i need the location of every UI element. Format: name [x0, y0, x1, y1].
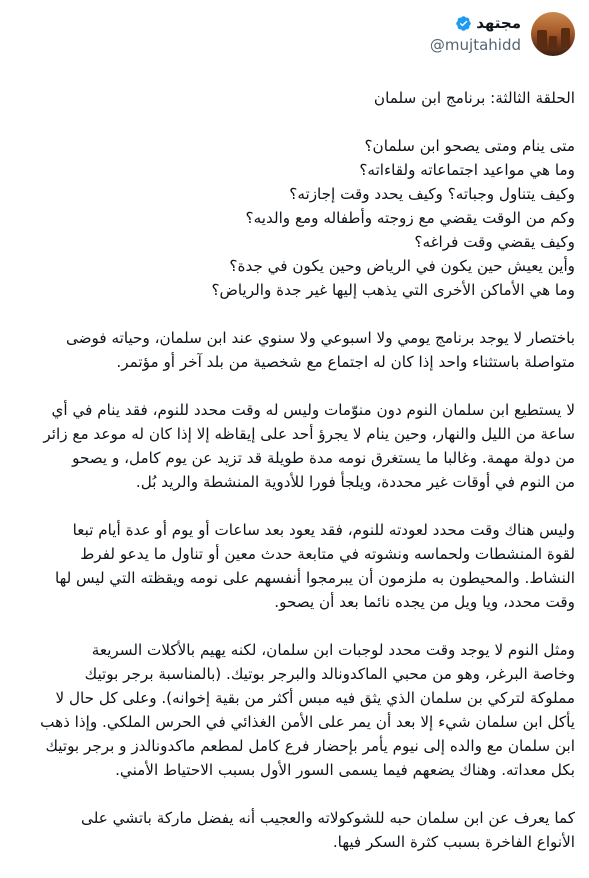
- tweet-line: من دولة مهمة. وغالبا ما يستغرق نومه مدة طويلة قد تزيد عن يوم كامل، و يصحو: [72, 449, 575, 467]
- tweet-line: وما هي مواعيد اجتماعاته ولقاءاته؟: [359, 161, 575, 179]
- tweet-paragraph: [10, 86, 575, 110]
- tweet-line: متى ينام ومتى يصحو ابن سلمان؟: [364, 137, 575, 155]
- tweet-text: [10, 86, 575, 878]
- tweet-line: يأكل ابن سلمان شيء إلا بعد أن يمر على الأمن الغذائي في الحرس الملكي. وإذا ذهب: [40, 713, 575, 731]
- tweet-line: الحلقة الثالثة: برنامج ابن سلمان: [373, 89, 575, 107]
- tweet-line: وأين يعيش حين يكون في الرياض وحين يكون في جدة؟: [229, 257, 575, 275]
- tweet-line: ومثل النوم لا يوجد وقت محدد لوجبات ابن سلمان، لكنه يهيم بالأكلات السريعة: [91, 641, 575, 659]
- tweet-paragraph: [10, 134, 575, 302]
- tweet-line: وليس هناك وقت محدد لعودته للنوم، فقد يعود بعد ساعات أو يوم أو عدة أيام تبعا: [72, 521, 575, 539]
- tweet-paragraph: [10, 518, 575, 614]
- author-names: [430, 14, 521, 54]
- tweet-line: بكل معداته. وهناك يضعهم فيما يسمى السور الأول بسبب الاحتياط الأمني.: [115, 761, 575, 779]
- tweet-line: مملوكة لتركي بن سلمان الذي يثق فيه مبس أكثر من بقية إخوانه). وعلى كل حال لا: [55, 689, 575, 707]
- tweet-line: ابن سلمان مع والده إلى نيوم يأمر بإحضار فرع كامل لمطعم ماكدونالدز و برجر بوتيك: [45, 737, 575, 755]
- tweet-paragraph: [10, 326, 575, 374]
- tweet-line: لا يستطيع ابن سلمان النوم دون منوّمات وليس له وقت محدد للنوم، فقد ينام في أي: [51, 401, 575, 419]
- tweet-line: وقت محدد، ويا ويل من يجده نائما بعد أن يصحو.: [274, 593, 575, 611]
- author-display-name[interactable]: مجتهد: [476, 14, 521, 32]
- tweet-line: وما هي الأماكن الأخرى التي يذهب إليها غير جدة والرياض؟: [211, 281, 575, 299]
- tweet-line: وخاصة البرغر، وهو من محبي الماكدونالد والبرجر بوتيك. (بالمناسبة برجر بوتيك: [84, 665, 575, 683]
- tweet-line: كما يعرف عن ابن سلمان حبه للشوكولاته والعجيب أنه يفضل ماركة باتشي على: [81, 809, 575, 827]
- author-handle[interactable]: @mujtahidd: [429, 36, 521, 54]
- tweet-paragraph: [10, 398, 575, 494]
- verified-badge-icon: [455, 15, 472, 32]
- tweet-line: لقوة المنشطات ولحماسه ونشوته في متابعة حدث معين أو تناول ما يدعو لفرط: [80, 545, 575, 563]
- tweet-line: النشاط. والمحيطون به ملزمون أن يبرمجوا أنفسهم على نومه ويقظته التي ليس لها: [54, 569, 575, 587]
- tweet-paragraph: [10, 806, 575, 854]
- tweet-line: وكم من الوقت يقضي مع زوجته وأطفاله ومع والديه؟: [245, 209, 575, 227]
- tweet-line: ساعة من الليل والنهار، وحين ينام لا يجرؤ أحد على إيقاظه إلا إذا كان له موعد مع زائر: [43, 425, 575, 443]
- tweet-line: متواصلة باستثناء واحد إذا كان له اجتماع مع شخصية من بلد آخر أو مؤتمر.: [116, 353, 575, 371]
- tweet-line: وكيف يقضي وقت فراغه؟: [414, 233, 575, 251]
- avatar[interactable]: [531, 12, 575, 56]
- tweet-line: باختصار لا يوجد برنامج يومي ولا اسبوعي ولا سنوي عند ابن سلمان، وحياته فوضى: [65, 329, 575, 347]
- tweet-paragraph: [10, 638, 575, 782]
- tweet-line: من النوم في أوقات غير محددة، ويلجأ فورا للأدوية المنشطة والريد بُل.: [135, 473, 575, 491]
- tweet-line: الأنواع الفاخرة بسبب كثرة السكر فيها.: [332, 833, 575, 851]
- tweet-line: وكيف يتناول وجباته؟ وكيف يحدد وقت إجازته؟: [289, 185, 575, 203]
- tweet-header: [14, 12, 575, 64]
